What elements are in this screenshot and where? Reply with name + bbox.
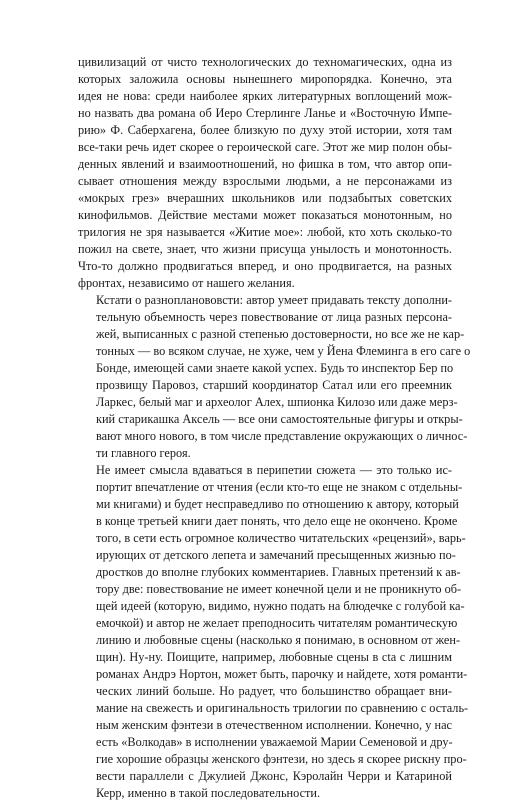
- text-line: Не имеет смысла вдаваться в перипетии сюжета — это только ис-: [96, 463, 452, 477]
- text-line: того, в сети есть огромное количество читательских «рецензий», варь-: [96, 531, 466, 545]
- text-line: романах Андрэ Нортон, может быть, парочку и найдете, хотя романти-: [96, 667, 468, 681]
- document-page: [78, 54, 471, 802]
- text-line: ным женским фэнтези в отечественном исполнении. Конечно, у нас: [96, 718, 452, 732]
- text-line: тору две: повествование не имеет конечной цели и не проникнуто об-: [96, 582, 462, 596]
- text-line: емочкой) и автор не желает преподносить читателям романтическую: [96, 616, 458, 630]
- text-line: сывает отношения между взрослыми людьми, а не персонажами из: [78, 174, 452, 188]
- text-line: рию» Ф. Саберхагена, более близкую по духу этой истории, хотя там: [78, 123, 452, 137]
- text-line: кинофильмов. Действие местами может показаться монотонным, но: [78, 208, 452, 222]
- text-line: ческих линий больше. Но радует, что большинство обращает вни-: [96, 684, 452, 698]
- text-line: все-таки речь идет скорее о героической саге. Этот же мир полон обы-: [78, 140, 452, 154]
- text-line: цивилизаций от чисто технологических до техномагических, одна из: [78, 55, 452, 69]
- text-line: Керр, именно в такой последовательности.: [96, 786, 321, 800]
- text-line: щин). Ну-ну. Поищите, например, любовные сцены в сta c лишним: [96, 650, 452, 664]
- text-line: тонных — во всяком случае, не хуже, чем у Йена Флеминга в его саге о: [96, 344, 471, 358]
- text-line: кий старикашка Аксель — все они самостоятельные фигуры и откры-: [96, 412, 463, 426]
- text-line: есть «Волкодав» в исполнении уважаемой Марии Семеновой и дру-: [96, 735, 453, 749]
- text-line: Ларкес, белый маг и археолог Алех, шпионка Килозо или даже мерз-: [96, 395, 458, 409]
- text-line: Что-то должно продвигаться вперед, и оно продвигается, на разных: [78, 259, 452, 273]
- text-line: Бонде, имеющей сами знаете какой успех. Будь то инспектор Бер по: [96, 361, 454, 375]
- text-line: фронтах, независимо от нашего желания.: [78, 276, 295, 290]
- text-line: прозвищу Паровоз, старший координатор Сатал или его преемник: [96, 378, 452, 392]
- text-line: но назвать два романа об Иеро Стерлинге Ланье и «Восточную Импе-: [78, 106, 452, 120]
- text-line: которых заложила основы нынешнего миропорядка. Конечно, эта: [78, 72, 452, 86]
- text-line: ти главного героя.: [96, 446, 191, 460]
- paragraph-2: [78, 292, 471, 462]
- text-line: денных явлений и взаимоотношений, но фишка в том, что автор опи-: [78, 157, 452, 171]
- text-line: щей идеей (которую, видимо, нужно подать на блюдечке с голубой ка-: [96, 599, 465, 613]
- text-line: линию и любовные сцены (насколько я понимаю, в основном от жен-: [96, 633, 461, 647]
- text-line: дростков до вполне глубоких комментариев. Главных претензий к ав-: [96, 565, 461, 579]
- text-line: вают много нового, в том числе представление окружающих о личнос-: [96, 429, 468, 443]
- text-line: вести параллели с Джулией Джонс, Кэролайн Черри и Катариной: [96, 769, 452, 783]
- text-line: пожил на свете, знает, что жизни присуща унылость и монотонность.: [78, 242, 452, 256]
- text-line: ми книгами) и будет несправедливо по отношению к автору, который: [96, 497, 459, 511]
- text-line: гие хорошие образцы женского фэнтези, но здесь я скорее рискну про-: [96, 752, 467, 766]
- text-line: мание на свежесть и оригинальность трилогии по сравнению с осталь-: [96, 701, 469, 715]
- text-line: ирующих от детского лепета и замечаний пресыщенных жизнью по-: [96, 548, 456, 562]
- text-line: идея не нова: среди наиболее ярких литературных воплощений мож-: [78, 89, 452, 103]
- text-line: в конце третьей книги дает понять, что дело еще не окончено. Кроме: [96, 514, 458, 528]
- text-line: трилогия не зря называется «Житие мое»: любой, кто хоть сколько-то: [78, 225, 452, 239]
- text-line: «мокрых грез» вчерашних школьников или подзабытых советских: [78, 191, 452, 205]
- text-line: тельную объемность через повествование от лица разных персона-: [96, 310, 452, 324]
- text-line: Кстати о разнопланововсти: автор умеет придавать тексту дополни-: [96, 293, 452, 307]
- paragraph-3: [78, 462, 469, 802]
- text-line: портит впечатление от чтения (если кто-то еще не знаком с отдельны-: [96, 480, 463, 494]
- text-line: жей, выписанных с разной степенью достоверности, но все же не кар-: [96, 327, 465, 341]
- paragraph-1: [78, 54, 452, 292]
